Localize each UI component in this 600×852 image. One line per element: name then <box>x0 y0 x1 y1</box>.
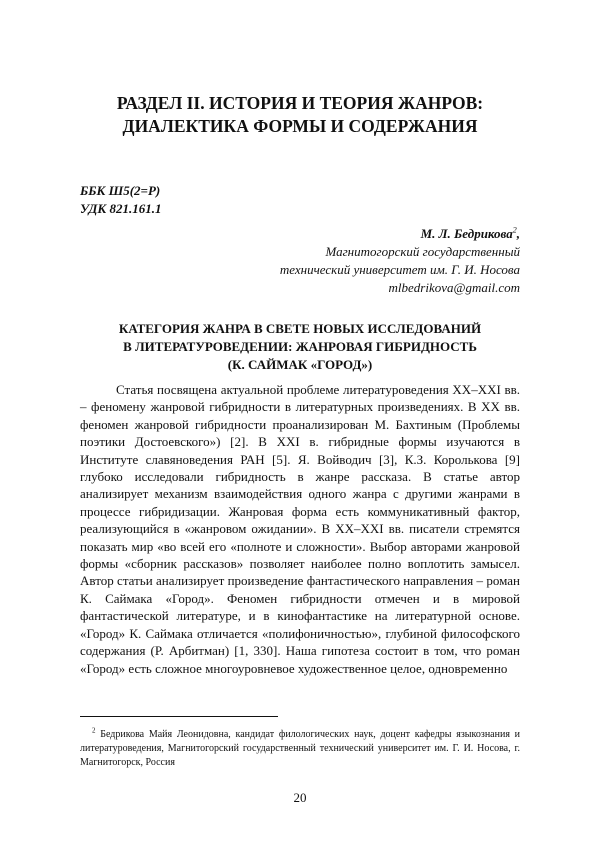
author-affiliation: Магнитогорский государственный <box>325 244 520 259</box>
author-name-suffix: , <box>516 226 520 241</box>
bbk-code: ББК Ш5(2=Р) <box>80 183 161 198</box>
section-title-line: РАЗДЕЛ II. ИСТОРИЯ И ТЕОРИЯ ЖАНРОВ: <box>116 93 484 113</box>
article-title-line: КАТЕГОРИЯ ЖАНРА В СВЕТЕ НОВЫХ ИССЛЕДОВАНИЙ <box>118 321 482 336</box>
footnote <box>80 728 520 770</box>
author-email[interactable]: mlbedrikova@gmail.com <box>388 280 520 295</box>
abstract-paragraph: Статья посвящена актуальной проблеме литературоведения XX–XXI вв. – феномену жанровой гибридности в литературных произведениях. В XX вв. феномен жанровой гибридности проанализирован М. Бахтиным (Проблемы поэтики Достоевского») [2]. В XXI в. гибридные формы изучаются в Институте славяноведения РАН [5]. Я. Войводич [3], К.З. Королькова [9] глубоко исследовали гибридность в жанре рассказа. В статье автор анализирует механизм взаимодействия одного жанра с другими жанрами в процессе гибридизации. Жанровая форма есть коммуникативный фактор, реализующийся в «жанровом ожидании». В XX–XXI вв. писатели стремятся показать мир «во всей его «полноте и сложности». Выбор авторами жанровой формы «сборник рассказов» позволяет наиболее полно воплотить замысел. Автор статьи анализирует произведение фантастического направления – роман К. Саймака «Город». Феномен гибридности отмечен и в мировой фантастической литературе, и в кинофантастике на литературной основе. «Город» К. Саймака отличается «полифоничностью», глубиной философского содержания (Р. Арбитман) [1, 330]. Наша гипотеза состоит в том, что роман «Город» есть сложное многоуровневое художественное целое, одновременно <box>80 382 520 676</box>
section-title-line: ДИАЛЕКТИКА ФОРМЫ И СОДЕРЖАНИЯ <box>122 116 478 136</box>
article-title-line: В ЛИТЕРАТУРОВЕДЕНИИ: ЖАНРОВАЯ ГИБРИДНОСТЬ <box>123 339 477 354</box>
author-affiliation: технический университет им. Г. И. Носова <box>279 262 520 277</box>
page-number: 20 <box>293 790 307 805</box>
footnote-divider <box>80 716 278 717</box>
author-name: М. Л. Бедрикова <box>420 226 513 241</box>
udk-code: УДК 821.161.1 <box>80 201 162 216</box>
footnote-text: Бедрикова Майя Леонидовна, кандидат филологических наук, доцент кафедры языкознания и литературоведения, Магнитогорский государственный технический университет им. Г. И. Носова, г. Магнитогорск, Россия <box>80 729 520 768</box>
author-name-line <box>280 225 520 243</box>
classification-codes <box>80 182 161 218</box>
section-title <box>60 92 540 138</box>
author-footnote-mark[interactable]: 2 <box>512 225 517 235</box>
article-title <box>60 320 540 374</box>
article-title-line: (К. САЙМАК «ГОРОД») <box>227 357 373 372</box>
footnote-mark: 2 <box>92 726 96 735</box>
author-block <box>280 225 520 297</box>
